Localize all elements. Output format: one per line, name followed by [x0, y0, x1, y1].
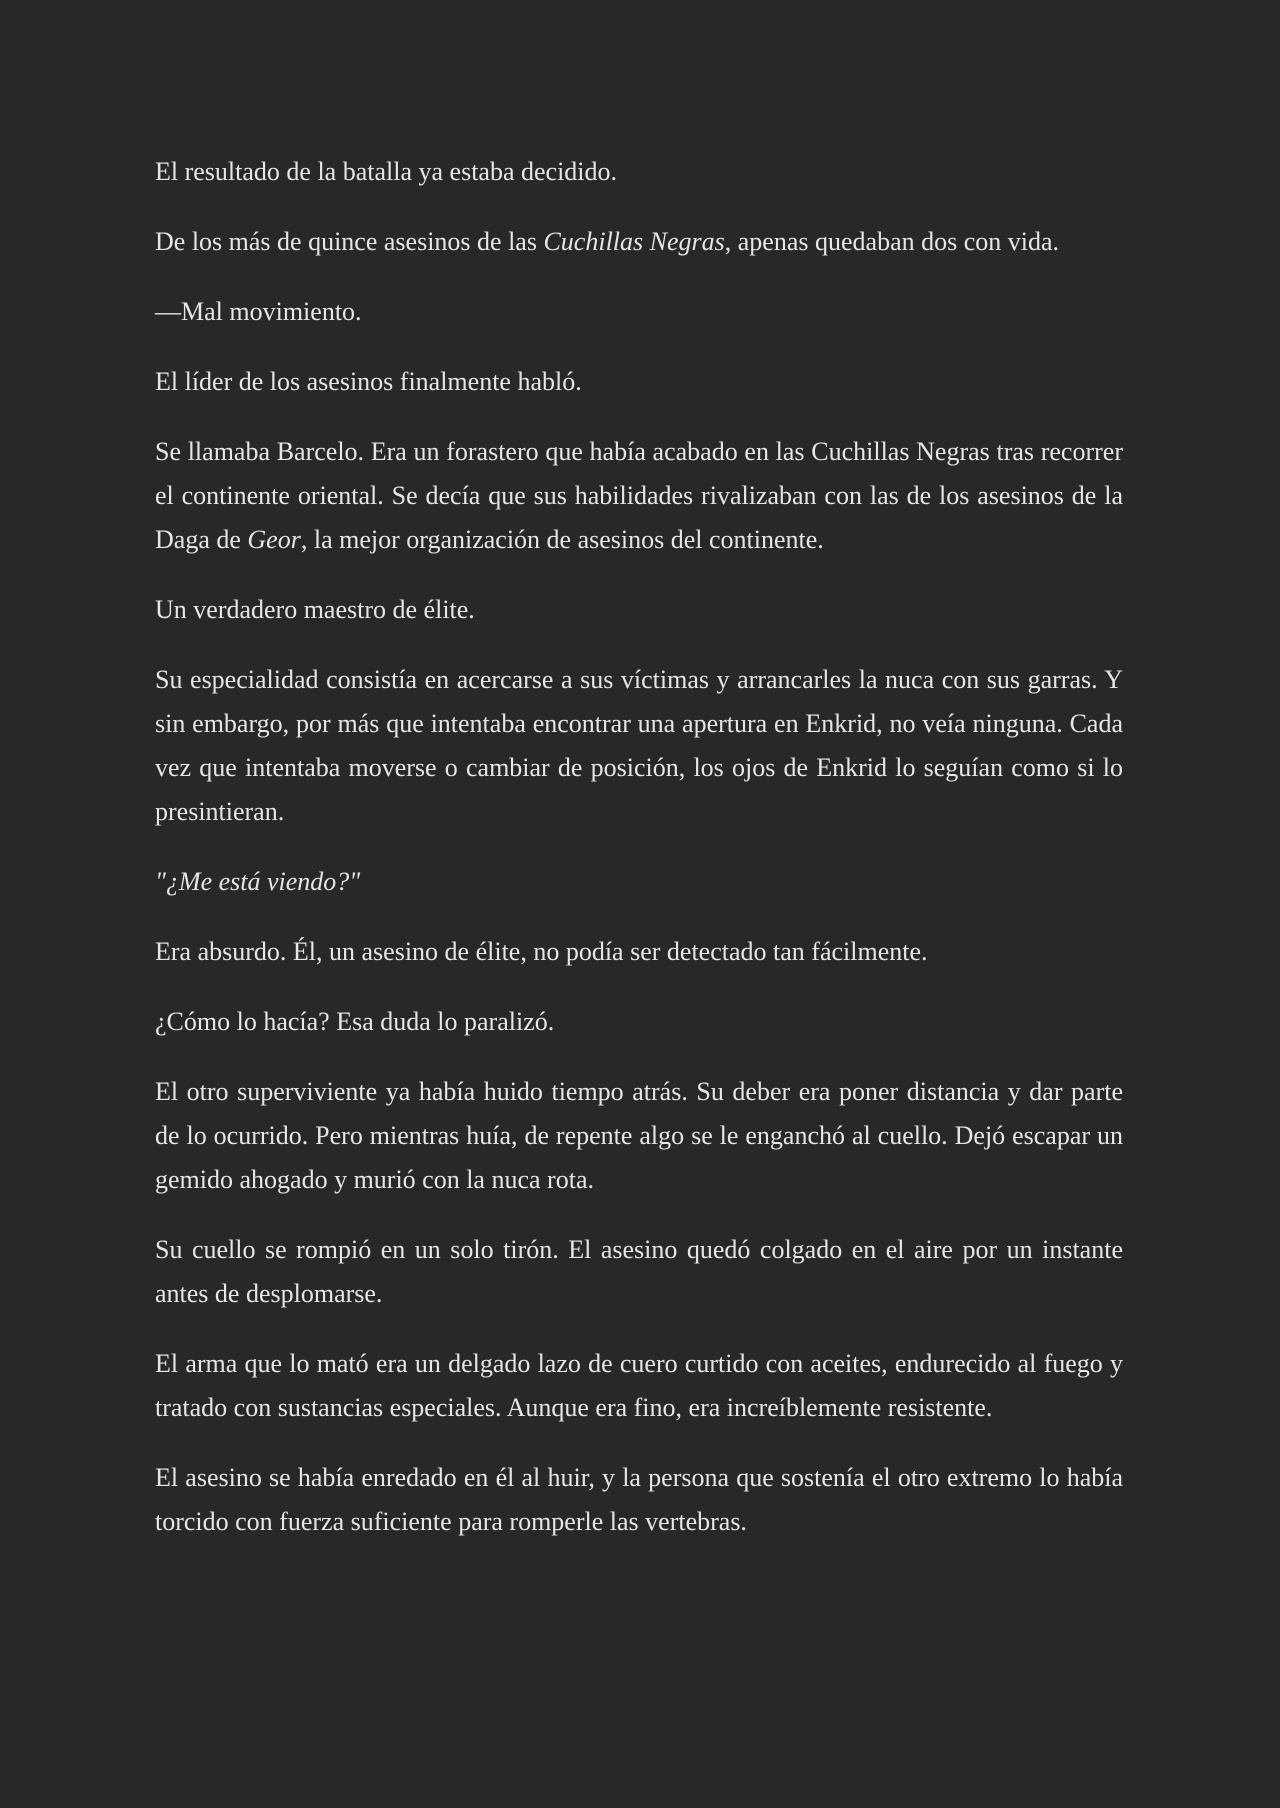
- paragraph: Era absurdo. Él, un asesino de élite, no podía ser detectado tan fácilmente.: [155, 937, 928, 966]
- paragraph: [155, 430, 1123, 562]
- paragraph: ¿Cómo lo hacía? Esa duda lo paralizó.: [155, 1007, 555, 1036]
- thought-line: "¿Me está viendo?": [155, 867, 361, 896]
- paragraph: Su cuello se rompió en un solo tirón. El asesino quedó colgado en el aire por un instante antes de desplomarse.: [155, 1235, 1123, 1308]
- paragraph-text: , apenas quedaban dos con vida.: [724, 227, 1060, 256]
- paragraph: Un verdadero maestro de élite.: [155, 595, 475, 624]
- paragraph: El líder de los asesinos finalmente habló.: [155, 367, 582, 396]
- paragraph-text: Se llamaba Barcelo. Era un forastero que había acabado en las Cuchillas Negras tras recorrer el continente oriental. Se decía que sus habilidades rivalizaban con las de los asesinos de la Daga de: [155, 437, 1123, 554]
- paragraph: Su especialidad consistía en acercarse a sus víctimas y arrancarles la nuca con sus garras. Y sin embargo, por más que intentaba encontrar una apertura en Enkrid, no veía ninguna. Cada vez que intentaba moverse o cambiar de posición, los ojos de Enkrid lo seguían como si lo presintieran.: [155, 665, 1123, 826]
- emphasis-text: Geor: [247, 525, 301, 554]
- paragraph: El otro superviviente ya había huido tiempo atrás. Su deber era poner distancia y dar parte de lo ocurrido. Pero mientras huía, de repente algo se le enganchó al cuello. Dejó escapar un gemido ahogado y murió con la nuca rota.: [155, 1077, 1123, 1194]
- paragraph: [155, 220, 1123, 264]
- paragraph-text: , la mejor organización de asesinos del continente.: [300, 525, 824, 554]
- emphasis-text: Cuchillas Negras: [543, 227, 725, 256]
- paragraph: El resultado de la batalla ya estaba decidido.: [155, 157, 618, 186]
- paragraph: El asesino se había enredado en él al huir, y la persona que sostenía el otro extremo lo había torcido con fuerza suficiente para romperle las vertebras.: [155, 1463, 1123, 1536]
- paragraph: El arma que lo mató era un delgado lazo de cuero curtido con aceites, endurecido al fuego y tratado con sustancias especiales. Aunque era fino, era increíblemente resistente.: [155, 1349, 1123, 1422]
- chapter-text: [155, 150, 1123, 1570]
- dialogue-line: —Mal movimiento.: [155, 297, 362, 326]
- paragraph-text: De los más de quince asesinos de las: [155, 227, 544, 256]
